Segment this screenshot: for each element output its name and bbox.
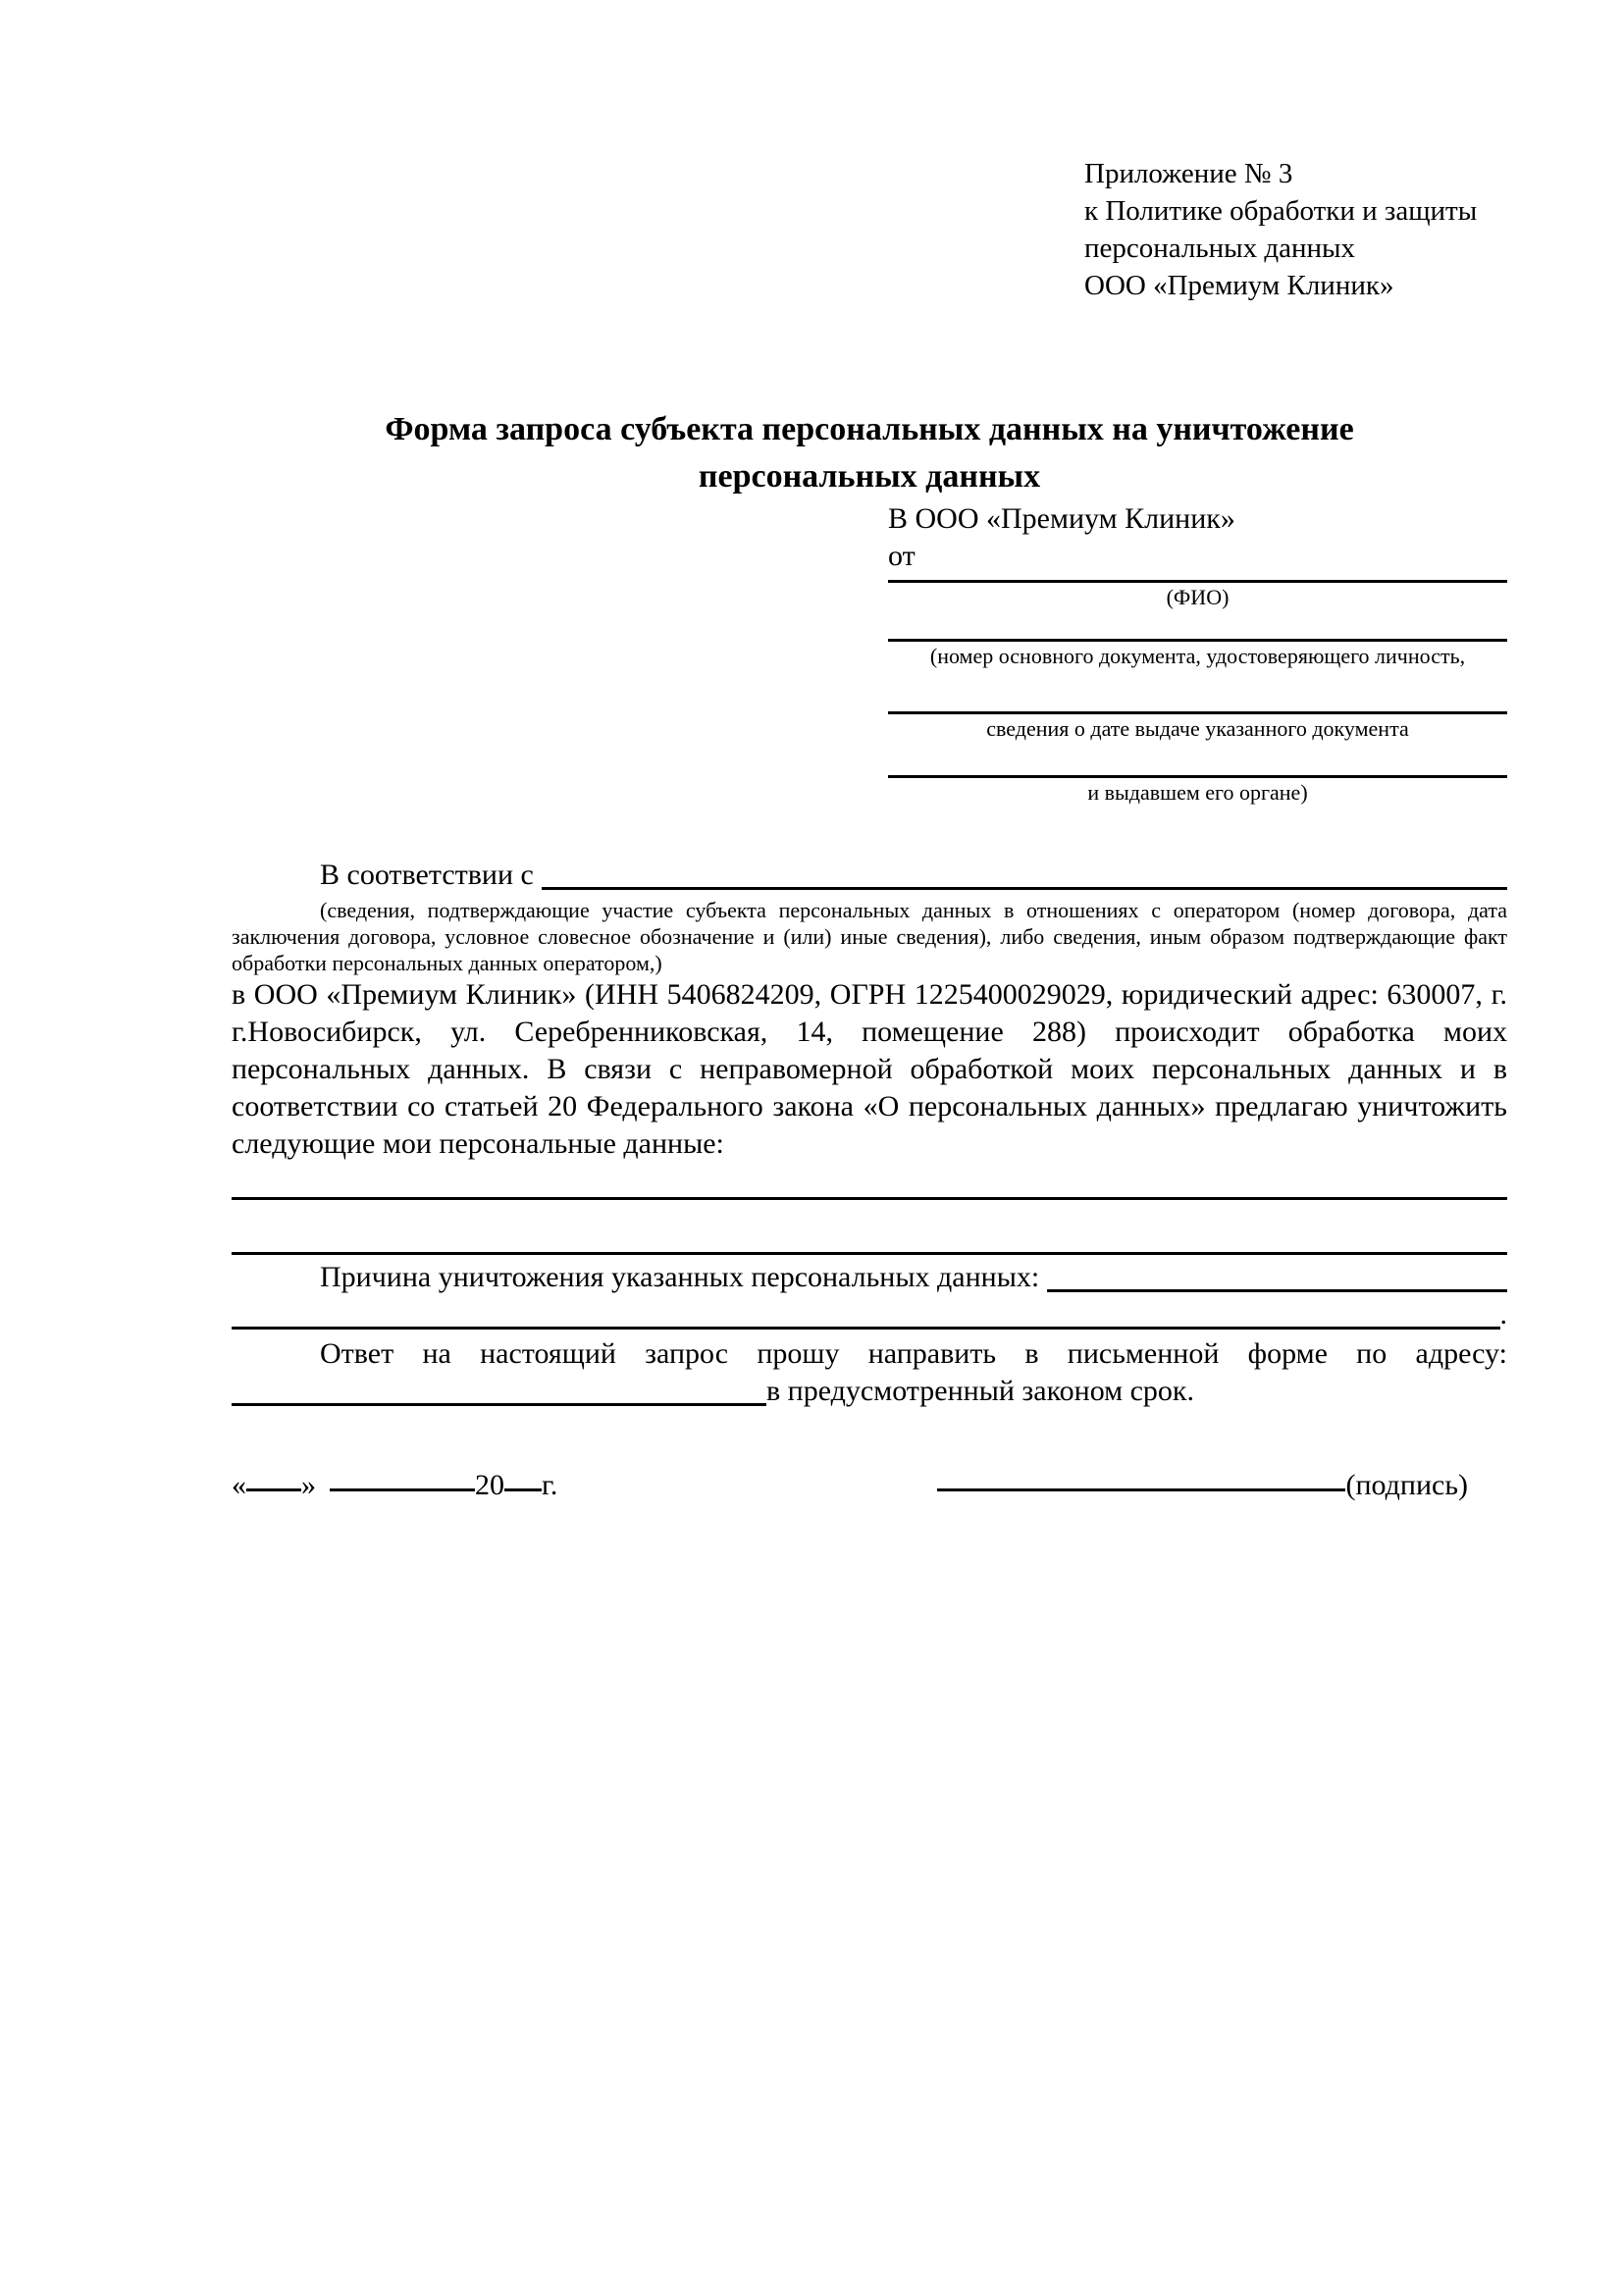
issuing-authority-field-caption: и выдавшем его органе) bbox=[1087, 780, 1308, 805]
day-field-line bbox=[246, 1488, 301, 1491]
signature-group bbox=[937, 1467, 1468, 1504]
appendix-line: персональных данных bbox=[1084, 233, 1356, 264]
reason-row bbox=[232, 1259, 1507, 1296]
close-quote: » bbox=[301, 1469, 316, 1501]
answer-paragraph: Ответ на настоящий запрос прошу направить в письменной форме по адресу: bbox=[320, 1337, 1507, 1370]
issue-date-field-line bbox=[888, 669, 1507, 714]
addressee-to: В ООО «Премиум Клиник» bbox=[888, 502, 1235, 535]
addressee-from-label: от bbox=[888, 540, 916, 572]
year-field-line bbox=[504, 1488, 542, 1491]
accordance-label: В соответствии с bbox=[320, 859, 534, 891]
issue-date-field-caption: сведения о дате выдаче указанного документа bbox=[986, 716, 1409, 741]
appendix-block bbox=[1084, 155, 1507, 304]
issuing-authority-field-line bbox=[888, 742, 1507, 778]
fine-print-note: (сведения, подтверждающие участие субъекта персональных данных в отношениях с оператором (номер договора, дата заключения договора, условное словесное обозначение и (или) иные сведения), либо сведения, иным образом подтверждающие факт обработки персональных данных оператором,) bbox=[232, 898, 1507, 975]
document-number-field-caption: (номер основного документа, удостоверяющего личность, bbox=[929, 644, 1466, 668]
appendix-line: к Политике обработки и защиты bbox=[1084, 195, 1478, 227]
appendix-line: Приложение № 3 bbox=[1084, 158, 1293, 189]
document-title: Форма запроса субъекта персональных данных на уничтожение персональных данных bbox=[385, 411, 1354, 495]
reason-continuation-row bbox=[232, 1296, 1507, 1333]
period-mark: . bbox=[1499, 1298, 1507, 1331]
accordance-row bbox=[232, 857, 1507, 894]
reason-field-line-2 bbox=[232, 1327, 1500, 1330]
address-row bbox=[232, 1373, 1507, 1410]
accordance-field-line bbox=[542, 887, 1507, 890]
signature-caption: (подпись) bbox=[1345, 1469, 1468, 1501]
fio-field-line bbox=[888, 575, 1507, 583]
personal-data-field-line-1 bbox=[232, 1163, 1507, 1200]
fio-field-caption: (ФИО) bbox=[1166, 585, 1230, 609]
reason-field-line bbox=[1047, 1289, 1507, 1292]
year-prefix: 20 bbox=[475, 1469, 504, 1501]
addressee-block bbox=[888, 500, 1507, 806]
address-field-line bbox=[232, 1403, 766, 1406]
date-signature-row bbox=[232, 1467, 1507, 1504]
personal-data-field-line-2 bbox=[232, 1200, 1507, 1255]
open-quote: « bbox=[232, 1469, 246, 1501]
main-paragraph: в ООО «Премиум Клиник» (ИНН 5406824209, ОГРН 1225400029029, юридический адрес: 630007, г. г.Новосибирск, ул. Серебренниковская, 14, помещение 288) происходит обработка моих персональных данных. В связи с неправомерной обработкой моих персональных данных и в соответствии со статьей 20 Федерального закона «О персональных данных» предлагаю уничтожить следующие мои персональные данные: bbox=[232, 978, 1507, 1160]
document-number-field-line bbox=[888, 610, 1507, 642]
reason-label: Причина уничтожения указанных персональных данных: bbox=[320, 1261, 1040, 1293]
signature-field-line bbox=[937, 1488, 1345, 1491]
answer-tail: в предусмотренный законом срок. bbox=[766, 1375, 1194, 1407]
appendix-line: ООО «Премиум Клиник» bbox=[1084, 270, 1394, 301]
date-group bbox=[232, 1467, 557, 1504]
month-field-line bbox=[330, 1488, 475, 1491]
year-suffix: г. bbox=[542, 1469, 558, 1501]
